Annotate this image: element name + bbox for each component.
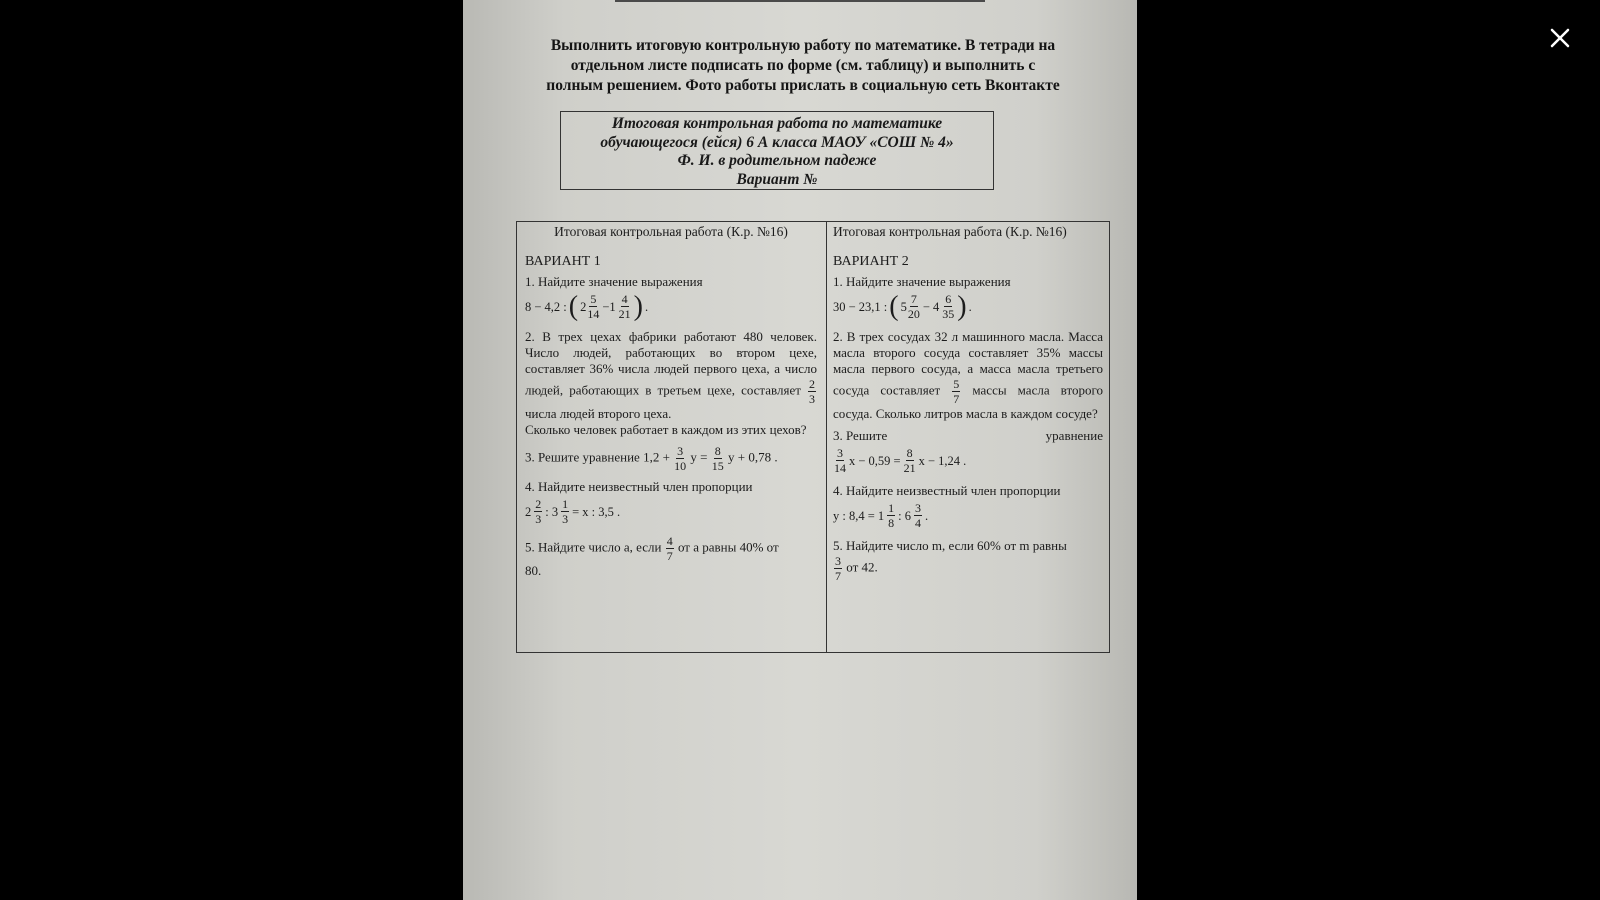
fraction: [561, 497, 569, 526]
fraction: [712, 444, 724, 473]
denominator: 4: [915, 516, 922, 530]
math-part: − 4: [922, 299, 940, 314]
denominator: 3: [562, 512, 569, 526]
math-part: : 6: [898, 508, 912, 523]
paren-close: ): [957, 290, 967, 322]
fraction: [619, 292, 631, 321]
fraction: [674, 444, 686, 473]
math-part: 30 − 23,1 :: [833, 299, 888, 314]
task-5: [525, 534, 817, 579]
column-divider: [826, 222, 827, 652]
task-text: 4. Найдите неизвестный член пропорции: [525, 479, 753, 494]
task-text: 2. В трех сосудах 32 л машинного масла. Масса масла второго сосуда составляет 35% массы масла первого сосуда, а масса масла третьего сосуда составляет: [833, 329, 1103, 398]
whole: 5: [900, 299, 907, 314]
task-text: y =: [690, 449, 708, 465]
numerator: 2: [809, 377, 816, 391]
fraction: [834, 554, 842, 583]
denominator: 7: [835, 569, 841, 583]
task-text: уравнение: [1045, 428, 1103, 443]
numerator: 8: [714, 444, 721, 458]
denominator: 21: [618, 307, 631, 321]
denominator: 14: [587, 307, 600, 321]
task-text: 2. В трех цехах фабрики работают 480 человек. Число людей, работающих во втором цехе, составляет 36% числа людей первого цеха, а число людей, работающих в третьем цехе, составляет: [525, 329, 817, 398]
intro-line: Выполнить итоговую контрольную работу по математике. В тетради на: [550, 37, 1056, 54]
task-text: Сколько человек работает в каждом из этих цехов?: [525, 422, 807, 437]
numerator: 6: [945, 292, 952, 306]
variant-label: ВАРИАНТ 2: [833, 254, 909, 269]
close-button[interactable]: [1540, 18, 1580, 58]
task-text: 5. Найдите число a, если: [525, 539, 662, 555]
denominator: 20: [907, 307, 920, 321]
numerator: 1: [888, 501, 895, 515]
math-part: .: [645, 299, 649, 314]
fraction: [666, 534, 674, 563]
numerator: 7: [910, 292, 917, 306]
close-icon: [1540, 18, 1580, 58]
fraction: [904, 446, 916, 475]
form-line: Итоговая контрольная работа по математике: [611, 115, 943, 132]
math-part: −1: [602, 299, 616, 314]
task-text: 5. Найдите число m, если 60% от m равны: [833, 538, 1067, 553]
denominator: 10: [674, 459, 687, 473]
fraction: [914, 501, 922, 530]
fraction: [887, 501, 895, 530]
task-5: [833, 538, 1103, 583]
intro-line: отдельном листе подписать по форме (см. таблицу) и выполнить с: [570, 57, 1036, 74]
numerator: 3: [677, 444, 684, 458]
task-1-expression: [525, 292, 648, 321]
fraction: [534, 497, 542, 526]
numerator: 1: [562, 497, 569, 511]
column-title: Итоговая контрольная работа (К.р. №16): [554, 224, 788, 239]
column-title: Итоговая контрольная работа (К.р. №16): [833, 224, 1067, 239]
math-part: 8 − 4,2 :: [525, 299, 567, 314]
math-part: x − 1,24 .: [918, 453, 967, 468]
numerator: 8: [906, 446, 913, 460]
task-text: массы масла второго сосуда. Сколько литров масла в каждом сосуде?: [833, 382, 1104, 421]
task-3: [833, 428, 1103, 477]
task-2: [833, 329, 1103, 422]
paper-edge: [615, 0, 985, 2]
numerator: 4: [666, 534, 673, 548]
denominator: 3: [535, 512, 542, 526]
fraction: [834, 446, 846, 475]
fraction: [908, 292, 920, 321]
numerator: 3: [837, 446, 843, 460]
intro-line: полным решением. Фото работы прислать в социальную сеть Вконтакте: [546, 77, 1060, 94]
variant-1-column: [525, 222, 817, 585]
math-part: y : 8,4 = 1: [833, 508, 885, 523]
denominator: 14: [834, 461, 846, 475]
variant-2-column: [833, 222, 1103, 589]
variant-label: ВАРИАНТ 1: [525, 254, 601, 269]
tasks-table: [516, 221, 1110, 653]
form-line: Вариант №: [736, 170, 818, 188]
numerator: 5: [953, 377, 960, 391]
paren-open: (: [568, 290, 579, 322]
fraction: [952, 377, 960, 406]
form-line: Ф. И. в родительном падеже: [677, 152, 877, 169]
task-text: 1. Найдите значение выражения: [525, 274, 703, 289]
denominator: 35: [942, 307, 955, 321]
numerator: 3: [835, 554, 841, 568]
math-part: .: [968, 299, 972, 314]
task-1: [833, 274, 1103, 323]
task-text: 3. Решите: [833, 428, 888, 443]
task-2: [525, 329, 817, 438]
form-line: обучающегося (ейся) 6 А класса МАОУ «СОШ № 4»: [600, 133, 954, 151]
task-1: [525, 274, 817, 323]
math-part: = x : 3,5 .: [572, 504, 621, 519]
denominator: 7: [666, 549, 673, 563]
denominator: 21: [903, 461, 916, 475]
task-text: от a равны 40% от: [677, 539, 779, 555]
task-text: 1. Найдите значение выражения: [833, 274, 1011, 289]
fraction: [808, 377, 816, 406]
denominator: 15: [711, 459, 724, 473]
task-3-heading: [833, 428, 1103, 444]
numerator: 3: [915, 501, 922, 515]
signature-form-box: [560, 111, 994, 190]
math-part: : 3: [545, 504, 559, 519]
fraction: [587, 292, 599, 321]
denominator: 8: [888, 516, 895, 530]
math-part: .: [925, 508, 929, 523]
task-4: [525, 479, 817, 528]
numerator: 5: [590, 292, 597, 306]
task-text: 4. Найдите неизвестный член пропорции: [833, 483, 1061, 498]
task-text: 3. Решите уравнение 1,2 +: [525, 449, 670, 465]
denominator: 3: [809, 392, 816, 406]
numerator: 2: [535, 497, 542, 511]
task-4-expression: [525, 497, 620, 526]
task-1-expression: [833, 292, 972, 321]
task-4: [833, 483, 1103, 532]
math-part: x − 0,59 =: [849, 453, 901, 468]
paren-close: ): [633, 290, 643, 322]
document-photo: [463, 0, 1137, 900]
mixed-number: [580, 292, 600, 321]
mixed-number: [901, 292, 921, 321]
task-text: 80.: [525, 563, 542, 578]
task-text: y + 0,78 .: [728, 449, 778, 465]
task-text: числа людей второго цеха.: [525, 406, 672, 421]
numerator: 4: [621, 292, 628, 306]
whole: 2: [525, 504, 532, 519]
task-text: от 42.: [846, 559, 878, 575]
intro-text: [518, 36, 1088, 96]
paren-open: (: [889, 290, 899, 322]
fraction: [942, 292, 954, 321]
task-3: [525, 444, 817, 473]
denominator: 7: [953, 392, 960, 406]
task-4-expression: [833, 501, 928, 530]
task-3-expression: [833, 446, 966, 475]
whole: 2: [580, 299, 587, 314]
